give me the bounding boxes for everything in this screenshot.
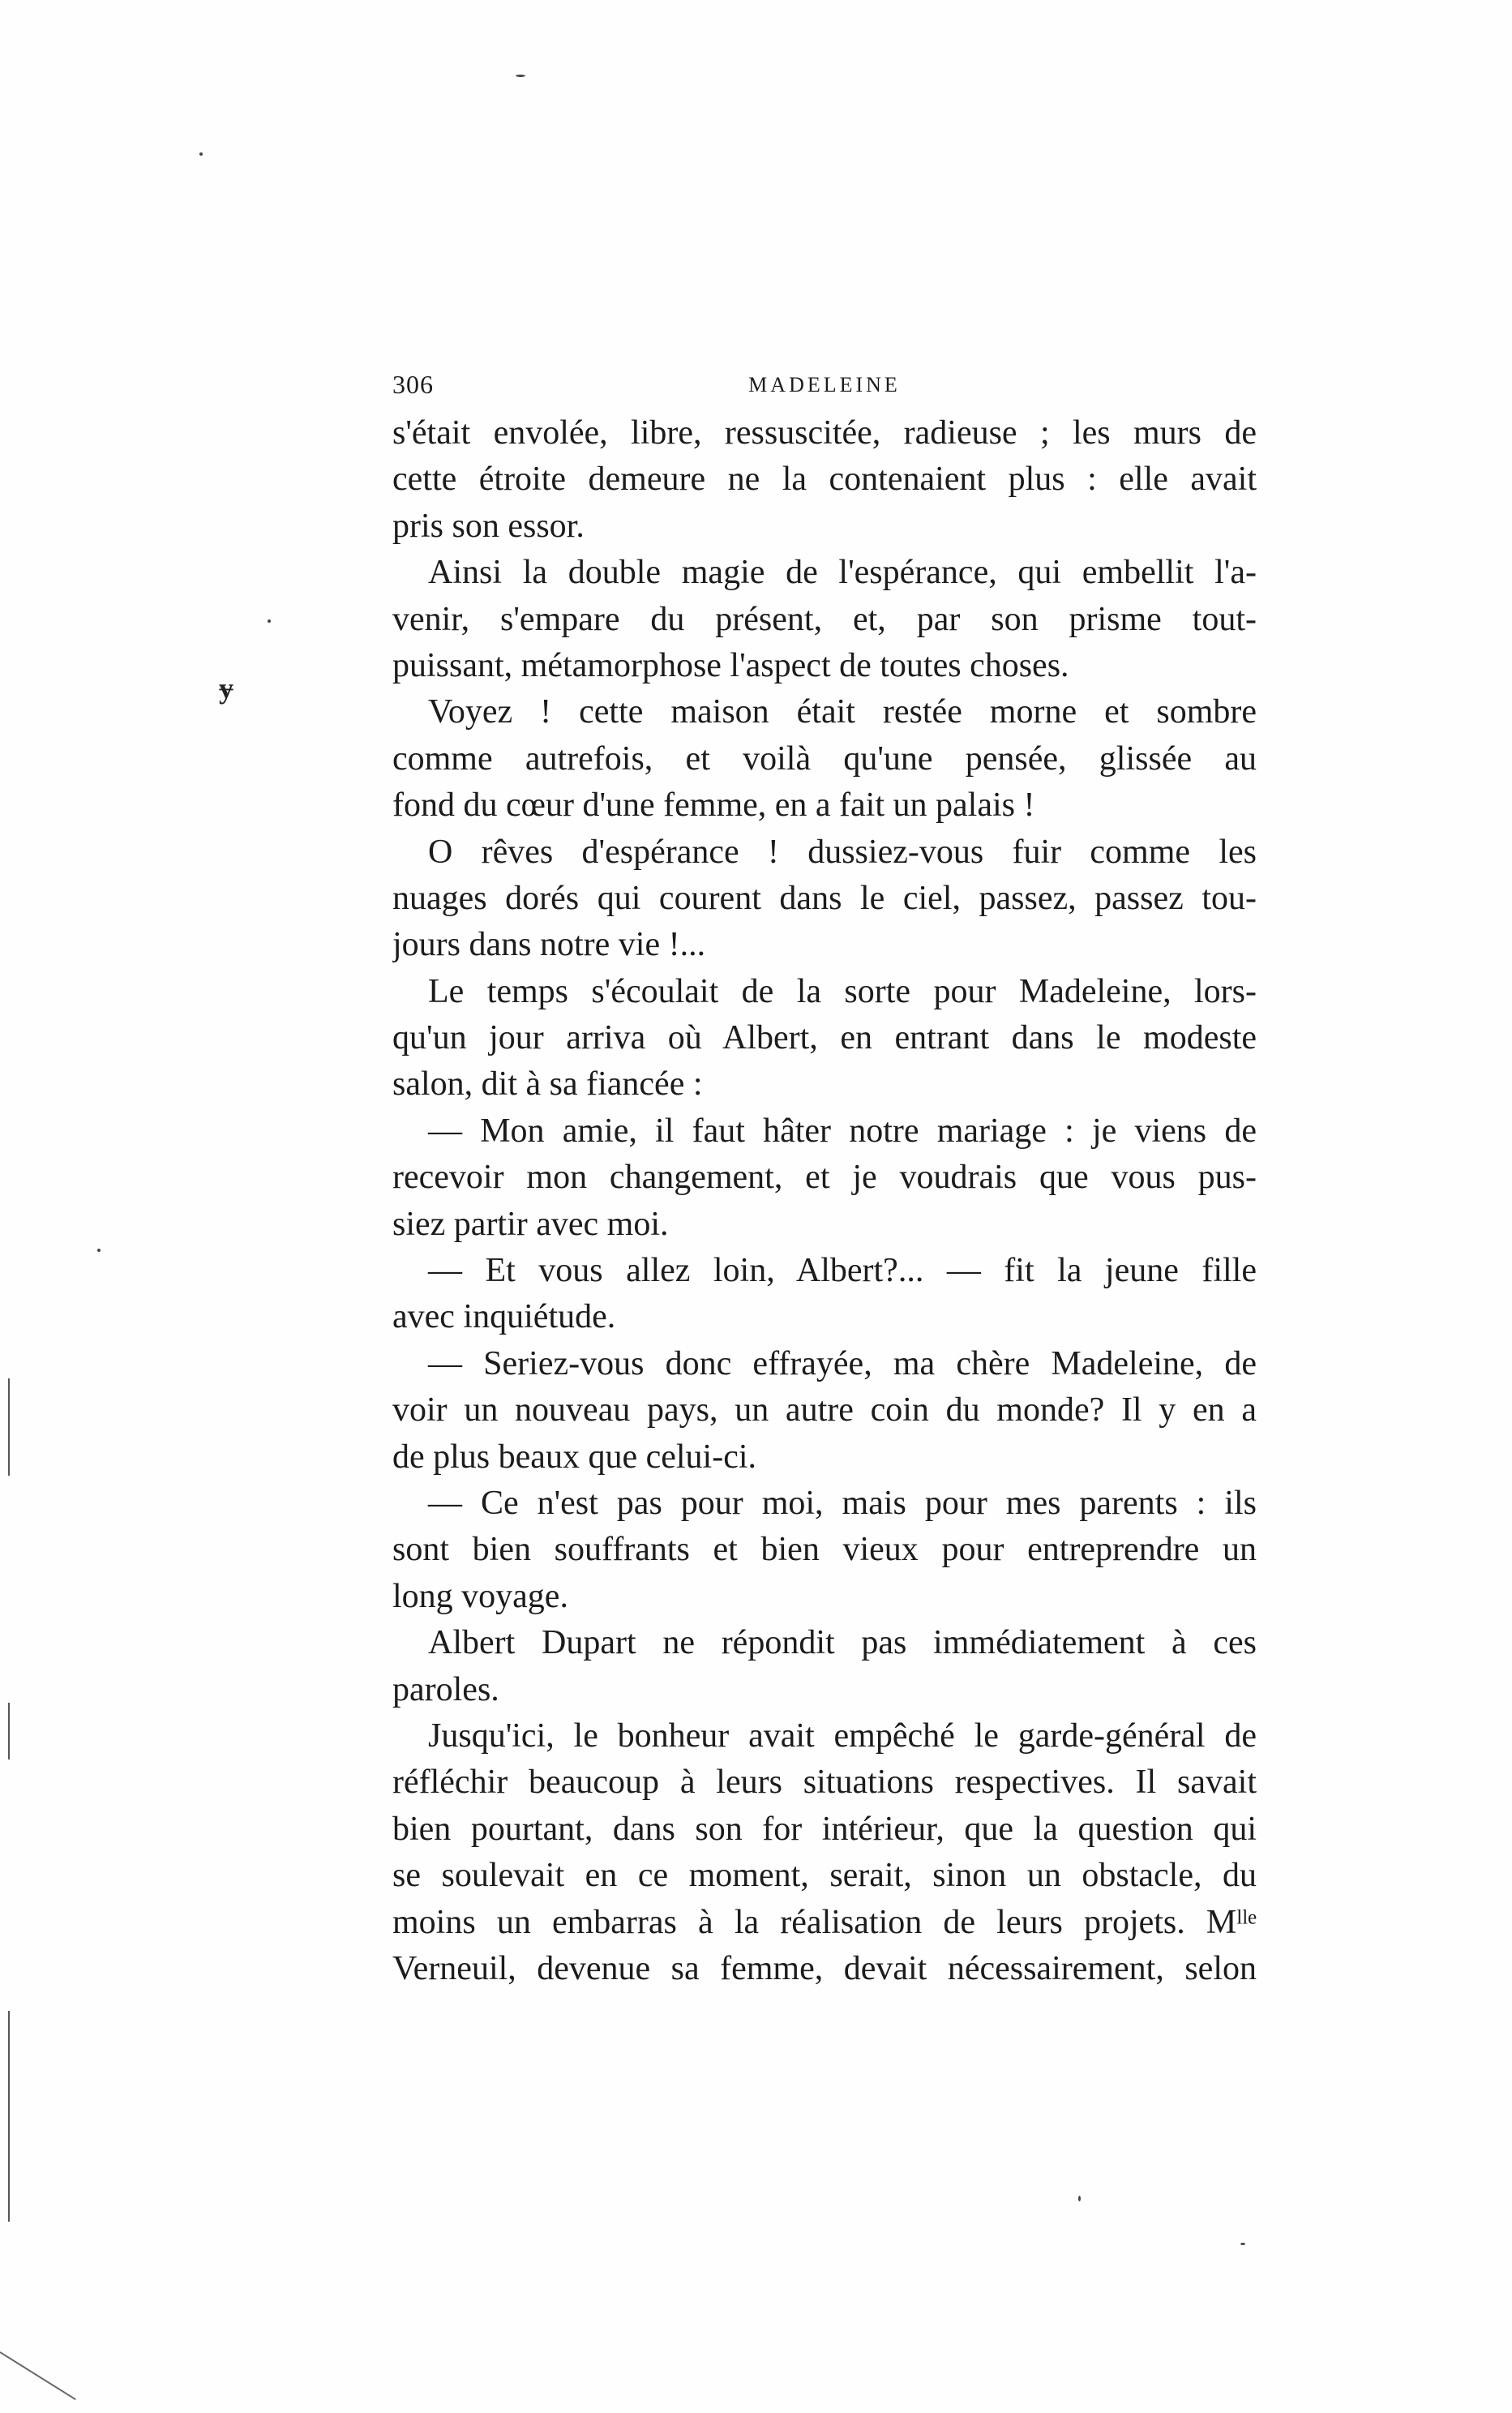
text-line: s'était envolée, libre, ressuscitée, radieuse ; les murs de	[392, 414, 1257, 452]
text-line: Voyez ! cette maison était restée morne et sombre	[428, 693, 1257, 731]
scan-speck	[268, 619, 271, 623]
page-corner-fold	[0, 2351, 76, 2400]
text-line: jours dans notre vie !...	[392, 926, 706, 964]
page-edge-shadow	[8, 1378, 10, 1476]
text-line: recevoir mon changement, et je voudrais que vous pus-	[392, 1159, 1257, 1197]
margin-ink-mark: ɏ	[219, 672, 233, 705]
text-line: O rêves d'espérance ! dussiez-vous fuir comme les	[428, 833, 1257, 871]
text-line: voir un nouveau pays, un autre coin du monde? Il y en a	[392, 1391, 1257, 1429]
text-line: Ainsi la double magie de l'espérance, qui embellit l'a-	[428, 554, 1257, 592]
text-line: Le temps s'écoulait de la sorte pour Madeleine, lors-	[428, 972, 1257, 1010]
scan-speck	[1240, 2243, 1245, 2245]
page-number: 306	[392, 370, 434, 399]
scan-speck	[516, 75, 525, 77]
text-line: pris son essor.	[392, 507, 585, 545]
body-text	[392, 410, 1257, 1992]
text-line: nuages dorés qui courent dans le ciel, passez, passez tou-	[392, 879, 1257, 917]
text-line: comme autrefois, et voilà qu'une pensée, glissée au	[392, 739, 1257, 778]
scan-speck	[1078, 2196, 1081, 2201]
text-line: cette étroite demeure ne la contenaient plus : elle avait	[392, 461, 1257, 499]
text-line: — Et vous allez loin, Albert?... — fit la jeune fille	[428, 1252, 1257, 1290]
text-line: — Seriez-vous donc effrayée, ma chère Madeleine, de	[428, 1344, 1257, 1382]
text-line: venir, s'empare du présent, et, par son prisme tout-	[392, 600, 1257, 638]
text-line: siez partir avec moi.	[392, 1205, 669, 1243]
text-line: puissant, métamorphose l'aspect de toutes choses.	[392, 646, 1069, 684]
scan-speck	[97, 1249, 101, 1252]
text-line: — Mon amie, il faut hâter notre mariage : je viens de	[428, 1112, 1257, 1150]
text-line: salon, dit à sa fiancée :	[392, 1065, 703, 1104]
text-line: fond du cœur d'une femme, en a fait un palais !	[392, 786, 1035, 825]
text-line: de plus beaux que celui-ci.	[392, 1438, 756, 1476]
text-line: réfléchir beaucoup à leurs situations respectives. Il savait	[392, 1764, 1257, 1802]
text-line: sont bien souffrants et bien vieux pour entreprendre un	[392, 1531, 1257, 1569]
scan-speck	[199, 152, 203, 156]
running-title: MADELEINE	[748, 373, 901, 396]
text-line: avec inquiétude.	[392, 1298, 616, 1336]
text-line: bien pourtant, dans son for intérieur, que la question qui	[392, 1810, 1257, 1848]
page-edge-shadow	[8, 2011, 10, 2222]
page-edge-shadow	[8, 1703, 10, 1759]
text-line: moins un embarras à la réalisation de leurs projets. Mˡˡᵉ	[392, 1903, 1257, 1941]
text-line: Verneuil, devenue sa femme, devait nécessairement, selon	[392, 1949, 1257, 1987]
text-line: long voyage.	[392, 1577, 568, 1615]
text-line: qu'un jour arriva où Albert, en entrant dans le modeste	[392, 1019, 1257, 1057]
running-head	[392, 370, 1257, 402]
text-line: Albert Dupart ne répondit pas immédiatement à ces	[428, 1624, 1257, 1662]
text-line: Jusqu'ici, le bonheur avait empêché le garde-général de	[428, 1717, 1257, 1755]
text-line: paroles.	[392, 1670, 499, 1708]
text-line: se soulevait en ce moment, serait, sinon un obstacle, du	[392, 1857, 1257, 1895]
text-line: — Ce n'est pas pour moi, mais pour mes parents : ils	[428, 1484, 1257, 1522]
